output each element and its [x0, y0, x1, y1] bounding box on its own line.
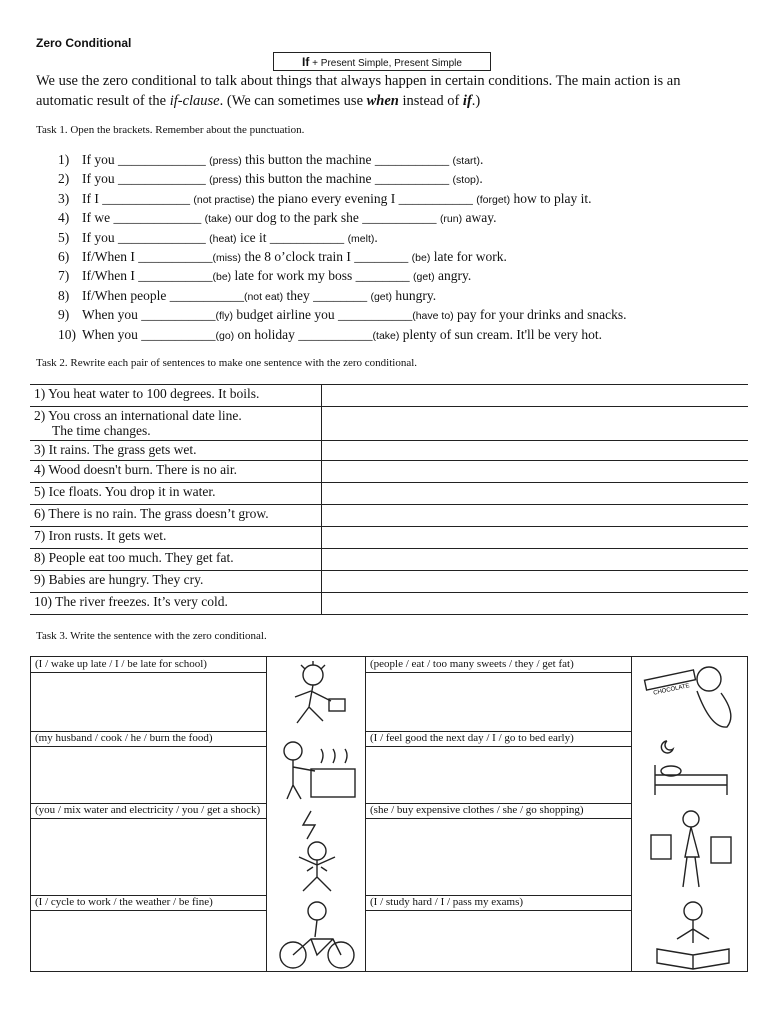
item-text: the 8 o’clock train I ________ [241, 248, 412, 264]
verb-hint: (get) [370, 290, 393, 303]
item-text: If/When I ___________ [82, 268, 213, 284]
item-text: . [479, 171, 483, 187]
item-number: 6) [58, 248, 70, 264]
task2-row [30, 549, 748, 571]
intro-text: . (We can sometimes use [219, 93, 367, 109]
task2-answer-cell[interactable] [322, 441, 749, 461]
item-text: budget airline you ___________ [232, 307, 413, 323]
task1-item [58, 228, 738, 247]
task2-sentence: 5) Ice floats. You drop it in water. [34, 484, 216, 499]
item-text: If/When people ___________ [82, 287, 244, 303]
verb-hint: (stop) [452, 174, 480, 187]
task2-row [30, 441, 748, 461]
task2-answer-cell[interactable] [322, 385, 749, 407]
task2-sentence: 4) Wood doesn't burn. There is no air. [34, 462, 237, 477]
item-text: on holiday ___________ [234, 326, 373, 342]
item-text: late for work. [430, 248, 507, 264]
chocolate-man-illustration [637, 661, 745, 729]
task2-sentence: 2) You cross an international date line. [34, 408, 242, 423]
task3-cell-left-2 [31, 731, 266, 803]
verb-hint: (not eat) [243, 290, 284, 303]
task1-item [58, 247, 738, 266]
task2-sentence: 1) You heat water to 100 degrees. It boils. [34, 386, 260, 401]
task1-item [58, 169, 738, 188]
task3-cell-left-4 [31, 895, 266, 973]
intro-text: We use the zero conditional to talk about things that always happen in certain conditions. The main action is an automatic result of the [36, 73, 681, 109]
task3-cell-right-3 [366, 803, 631, 895]
item-text: If you _____________ [82, 152, 210, 167]
item-text: If I _____________ [82, 190, 194, 206]
item-number: 1) [58, 152, 70, 167]
task3-prompt: (you / mix water and electricity / you / get a shock) [31, 803, 266, 819]
task2-row [30, 505, 748, 527]
item-number: 9) [58, 307, 70, 323]
item-text: If you _____________ [82, 171, 210, 187]
task2-answer-cell[interactable] [322, 461, 749, 483]
item-text: pay for your drinks and snacks. [453, 307, 627, 323]
item-text: this button the machine ___________ [241, 152, 453, 167]
verb-hint: (be) [212, 271, 232, 284]
formula-rest: + Present Simple, Present Simple [309, 58, 462, 69]
task3-prompt: (I / wake up late / I / be late for school) [31, 657, 266, 673]
task2-sentence: 8) People eat too much. They get fat. [34, 550, 234, 565]
task3-prompt: (my husband / cook / he / burn the food) [31, 731, 266, 747]
chocolate-label: CHOCOLATE [652, 683, 691, 697]
task2-sentences [30, 571, 322, 593]
task1-item [58, 150, 738, 169]
task1-item [58, 189, 738, 208]
task2-sentences [30, 441, 322, 461]
verb-hint: (take) [204, 213, 232, 226]
studying-boy-illustration [637, 899, 745, 971]
task2-row [30, 571, 748, 593]
task3-cell-right-1 [366, 657, 631, 731]
verb-hint: (heat) [209, 232, 237, 245]
task2-row [30, 483, 748, 505]
task2-table [30, 384, 748, 615]
task3-cell-right-4 [366, 895, 631, 973]
intro-paragraph [36, 71, 736, 111]
task2-answer-cell[interactable] [322, 571, 749, 593]
task1-list [58, 150, 738, 344]
item-number: 4) [58, 210, 70, 226]
task2-answer-cell[interactable] [322, 505, 749, 527]
verb-hint: (get) [413, 271, 435, 284]
verb-hint: (forget) [476, 193, 511, 206]
item-number: 7) [58, 268, 70, 284]
task3-cell-left-3 [31, 803, 266, 895]
task2-row [30, 407, 748, 441]
item-text: If/When I ___________ [82, 248, 213, 264]
shopping-woman-illustration [637, 807, 745, 893]
formula-box [273, 52, 491, 71]
task1-item [58, 266, 738, 285]
intro-text: .) [471, 93, 481, 109]
item-text: plenty of sun cream. It'll be very hot. [399, 326, 603, 342]
formula-if: If [302, 55, 310, 69]
late-boy-illustration [271, 661, 361, 729]
item-text: this button the machine ___________ [241, 171, 453, 187]
item-text: hungry. [392, 287, 437, 303]
task2-sentence: 6) There is no rain. The grass doesn’t grow. [34, 506, 269, 521]
electric-shock-illustration [271, 807, 361, 893]
intro-if-clause: if-clause [169, 93, 220, 109]
task1-item [58, 286, 738, 305]
task2-sentences [30, 461, 322, 483]
task2-answer-cell[interactable] [322, 593, 749, 615]
item-number: 10) [58, 326, 76, 342]
item-text: angry. [434, 268, 472, 284]
task2-sentences [30, 407, 322, 441]
item-text: how to play it. [510, 190, 592, 206]
verb-hint: (press) [209, 155, 242, 167]
task3-cell-right-2 [366, 731, 631, 803]
bed-illustration [637, 735, 745, 801]
page-title: Zero Conditional [36, 36, 132, 50]
task3-prompt: (I / study hard / I / pass my exams) [366, 895, 631, 911]
task1-item [58, 325, 738, 344]
verb-hint: (be) [411, 251, 431, 264]
verb-hint: (fly) [215, 310, 233, 323]
verb-hint: (miss) [212, 251, 242, 264]
task2-sentences [30, 385, 322, 407]
task2-sentences [30, 593, 322, 615]
task2-row [30, 385, 748, 407]
verb-hint: (go) [215, 329, 235, 342]
item-text: If we _____________ [82, 210, 205, 226]
task3-prompt: (I / feel good the next day / I / go to bed early) [366, 731, 631, 747]
intro-text: instead of [398, 93, 463, 109]
cyclist-illustration [271, 899, 361, 971]
item-text: When you ___________ [82, 307, 216, 323]
task2-sentence: 9) Babies are hungry. They cry. [34, 572, 204, 587]
task3-cell-left-1 [31, 657, 266, 731]
task2-instruction: Task 2. Rewrite each pair of sentences to make one sentence with the zero conditional. [36, 357, 418, 369]
task2-answer-cell[interactable] [322, 407, 749, 441]
task3-prompt: (she / buy expensive clothes / she / go shopping) [366, 803, 631, 819]
intro-if: if [462, 93, 472, 109]
verb-hint: (melt) [347, 232, 375, 245]
item-number: 3) [58, 190, 70, 206]
task2-sentence: 7) Iron rusts. It gets wet. [34, 528, 167, 543]
verb-hint: (have to) [412, 310, 454, 323]
task2-sentences [30, 505, 322, 527]
intro-when: when [366, 93, 399, 109]
task3-prompt: (people / eat / too many sweets / they / get fat) [366, 657, 631, 673]
item-number: 8) [58, 287, 70, 303]
task2-sentences [30, 527, 322, 549]
task2-answer-cell[interactable] [322, 483, 749, 505]
item-text: late for work my boss ________ [231, 268, 414, 284]
item-number: 2) [58, 171, 70, 187]
task2-sentence: 10) The river freezes. It’s very cold. [34, 594, 228, 609]
verb-hint: (take) [372, 329, 400, 342]
item-number: 5) [58, 229, 70, 245]
item-text: ice it ___________ [236, 229, 348, 245]
item-text: our dog to the park she ___________ [231, 210, 440, 226]
task2-sentence: 3) It rains. The grass gets wet. [34, 442, 197, 457]
item-text: If you _____________ [82, 229, 210, 245]
item-text: the piano every evening I ___________ [254, 190, 477, 206]
item-text: When you ___________ [82, 326, 216, 342]
task3-instruction: Task 3. Write the sentence with the zero conditional. [36, 630, 267, 642]
item-text: . [374, 229, 378, 245]
task1-item [58, 305, 738, 324]
task2-answer-cell[interactable] [322, 549, 749, 571]
verb-hint: (start) [452, 155, 480, 167]
item-text: . [479, 152, 484, 167]
task2-sentences [30, 549, 322, 571]
task1-item [58, 208, 738, 227]
task3-grid [30, 656, 748, 972]
verb-hint: (press) [209, 174, 242, 187]
task2-sentences [30, 483, 322, 505]
verb-hint: (not practise) [193, 193, 255, 206]
cooking-man-illustration [271, 735, 361, 801]
task2-sentence-continued: The time changes. [52, 423, 151, 438]
item-text: they ________ [283, 287, 371, 303]
item-text: away. [462, 210, 497, 226]
task1-instruction: Task 1. Open the brackets. Remember about the punctuation. [36, 124, 305, 136]
task2-row [30, 461, 748, 483]
task2-row [30, 593, 748, 615]
task2-answer-cell[interactable] [322, 527, 749, 549]
verb-hint: (run) [439, 213, 463, 226]
task3-prompt: (I / cycle to work / the weather / be fine) [31, 895, 266, 911]
task2-row [30, 527, 748, 549]
